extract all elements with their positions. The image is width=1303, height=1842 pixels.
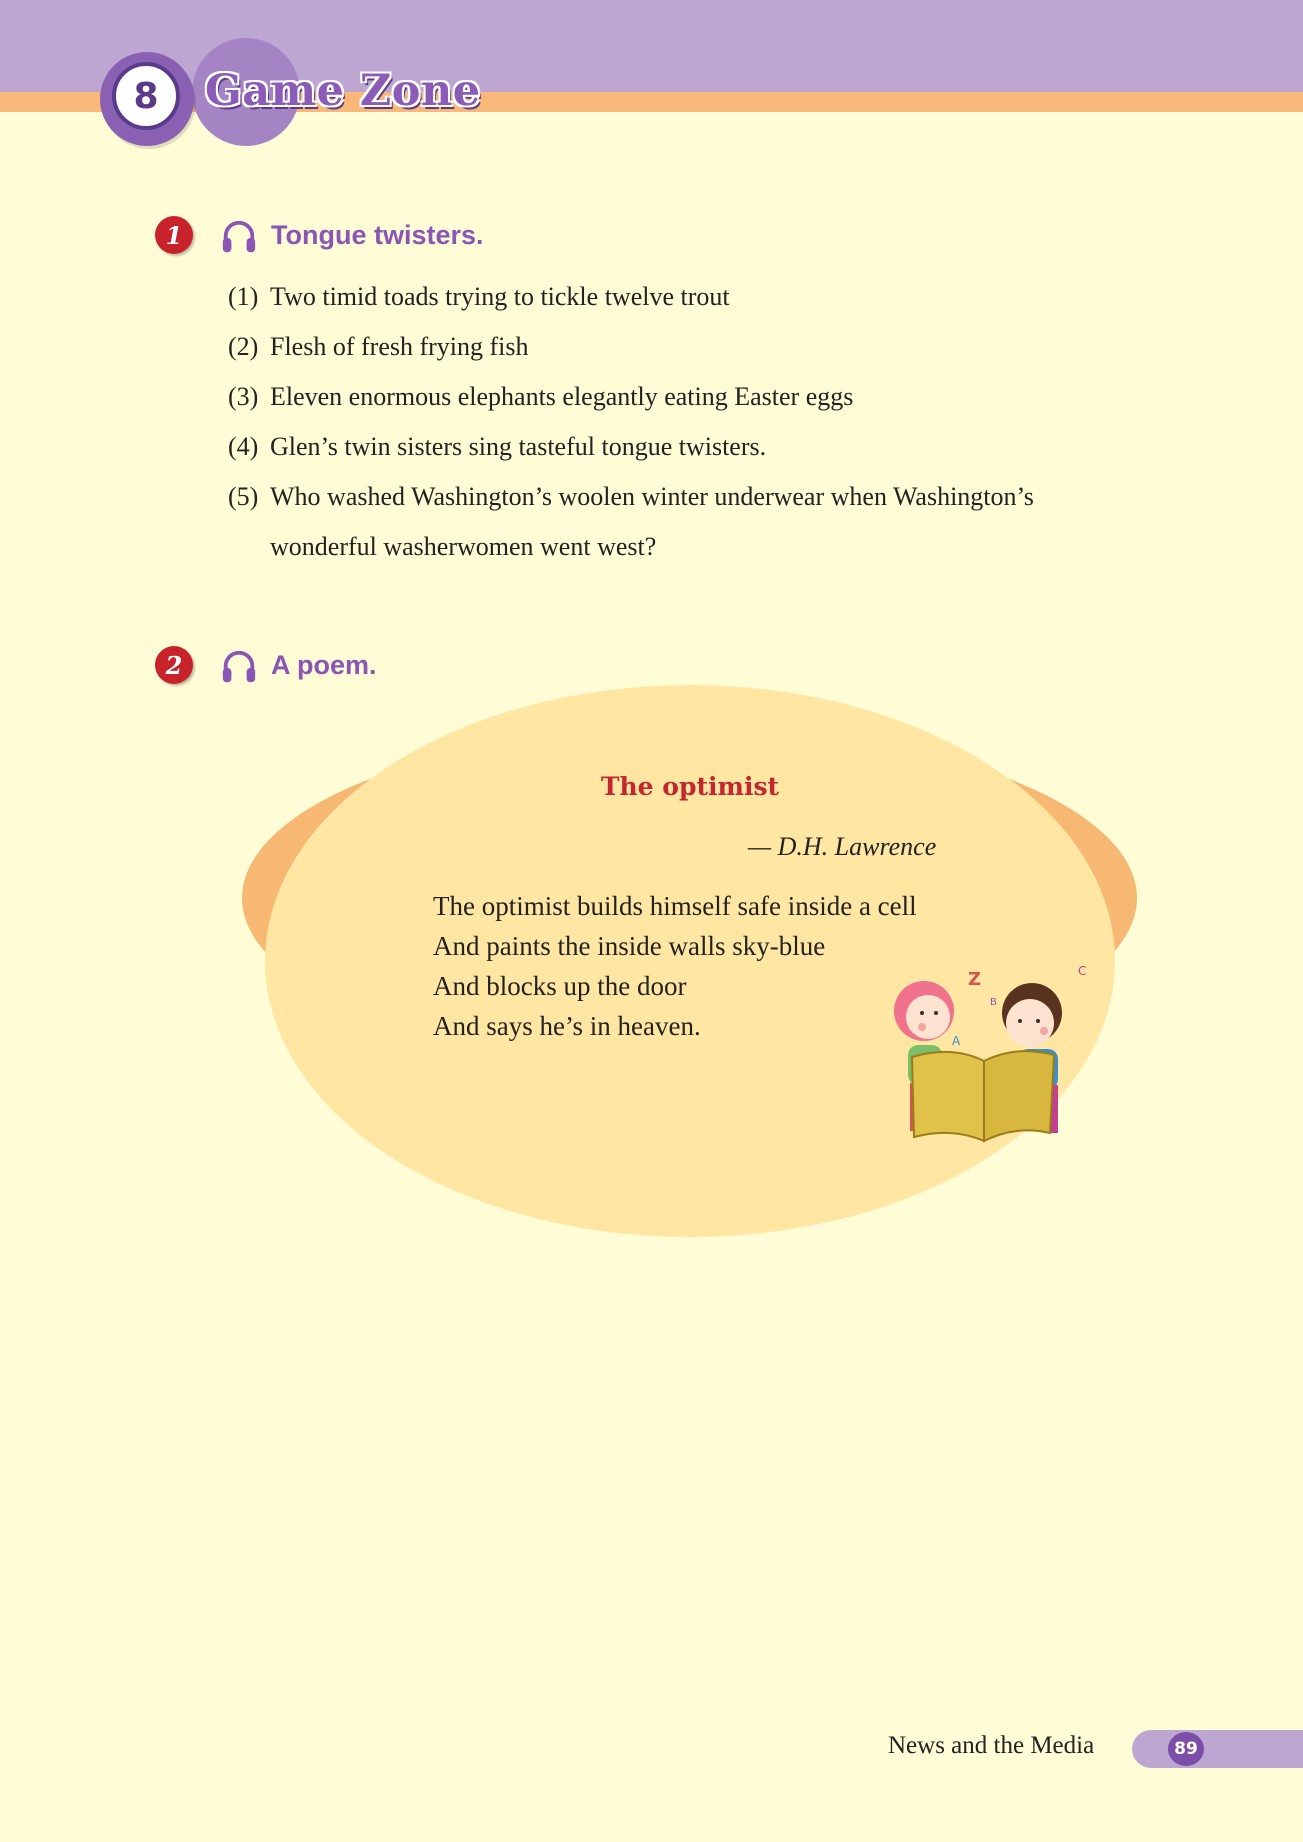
- item-text: [270, 472, 1034, 572]
- kids-reading-illustration: [872, 965, 1092, 1155]
- poem-line: And paints the inside walls sky-blue: [433, 931, 826, 961]
- exercise-number-1: 1: [155, 216, 193, 254]
- item-number: (4): [228, 432, 259, 461]
- item-text-line: wonderful washerwomen went west?: [270, 532, 657, 561]
- footer-unit-name: News and the Media: [888, 1732, 1095, 1759]
- page-number: 89: [1168, 1732, 1204, 1766]
- item-text-line: Who washed Washington’s woolen winter underwear when Washington’s: [270, 482, 1034, 511]
- exercise-title-1: Tongue twisters.: [271, 220, 484, 250]
- item-text: Eleven enormous elephants elegantly eating Easter eggs: [270, 382, 854, 411]
- item-number: (5): [228, 482, 259, 511]
- poem-line: And blocks up the door: [433, 971, 687, 1001]
- poem-title: The optimist: [600, 772, 780, 801]
- list-item: [228, 372, 1128, 422]
- list-item: [228, 472, 1128, 572]
- item-number: (3): [228, 382, 259, 411]
- tongue-twister-list: [228, 272, 1128, 572]
- poem-line: The optimist builds himself safe inside a cell: [433, 891, 917, 921]
- poem-author: — D.H. Lawrence: [748, 832, 937, 861]
- list-item: [228, 272, 1128, 322]
- headphones-icon[interactable]: [220, 648, 258, 686]
- headphones-icon[interactable]: [220, 218, 258, 256]
- svg-text:B: B: [990, 997, 997, 1008]
- list-item: [228, 422, 1128, 472]
- footer-tab: [1132, 1730, 1303, 1768]
- item-number: (2): [228, 332, 259, 361]
- svg-text:C: C: [1078, 965, 1087, 978]
- list-item: [228, 322, 1128, 372]
- poem-body: [433, 886, 917, 1046]
- item-text: Two timid toads trying to tickle twelve trout: [270, 282, 730, 311]
- unit-badge: [100, 52, 194, 146]
- svg-text:A: A: [952, 1034, 961, 1048]
- item-text: Flesh of fresh frying fish: [270, 332, 529, 361]
- unit-number: 8: [112, 62, 180, 130]
- poem-line: And says he’s in heaven.: [433, 1011, 701, 1041]
- exercise-title-2: A poem.: [271, 650, 377, 680]
- item-number: (1): [228, 282, 259, 311]
- svg-text:Z: Z: [968, 969, 982, 990]
- exercise-number-2: 2: [155, 646, 193, 684]
- section-title: Game Zone: [205, 66, 481, 116]
- item-text: Glen’s twin sisters sing tasteful tongue twisters.: [270, 432, 767, 461]
